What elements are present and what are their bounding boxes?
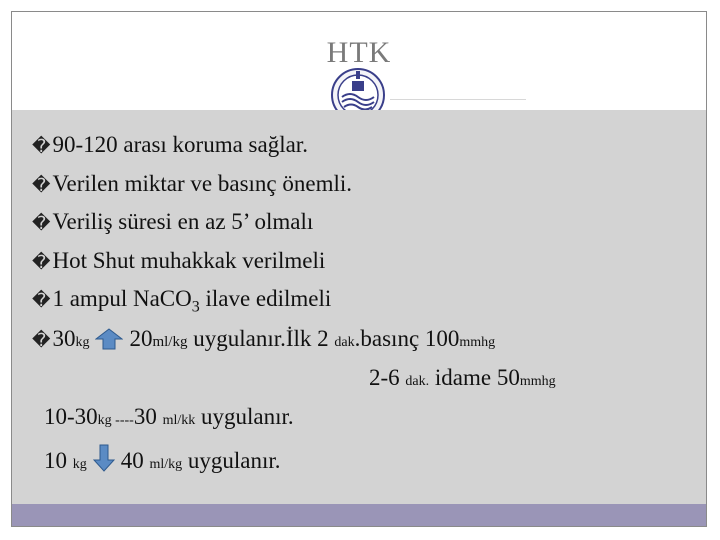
bullet-line-4: �Hot Shut muhakkak verilmeli — [32, 248, 326, 273]
bullet-icon: � — [32, 252, 51, 273]
footer-bar — [12, 504, 706, 526]
text-line-7: 2-6 dak. idame 50mmhg — [369, 365, 556, 390]
text-line-8: 10-30kg ----30 ml/kk uygulanır. — [44, 404, 294, 429]
bullet-line-1: �90-120 arası koruma sağlar. — [32, 132, 308, 157]
down-arrow-icon — [93, 444, 115, 472]
bullet-icon: � — [32, 213, 51, 234]
text-line-9: 10 kg 40 ml/kg uygulanır. — [44, 444, 281, 472]
bullet-line-2: �Verilen miktar ve basınç önemli. — [32, 171, 353, 196]
bullet-line-5: �1 ampul NaCO$_3$ ilave edilmeli — [32, 286, 332, 316]
bullet-icon: � — [32, 290, 51, 311]
bullet-icon: � — [32, 136, 51, 157]
bullet-icon: � — [32, 330, 51, 351]
bullet-line-6: �30kg 20ml/kg uygulanır.İlk 2 dak.basınç 100mmhg — [32, 326, 496, 351]
up-arrow-icon — [95, 328, 123, 350]
slide-title: HTK — [326, 36, 392, 69]
bullet-line-3: �Veriliş süresi en az 5’ olmalı — [32, 209, 314, 234]
title-divider — [390, 99, 526, 100]
bullet-icon: � — [32, 175, 51, 196]
